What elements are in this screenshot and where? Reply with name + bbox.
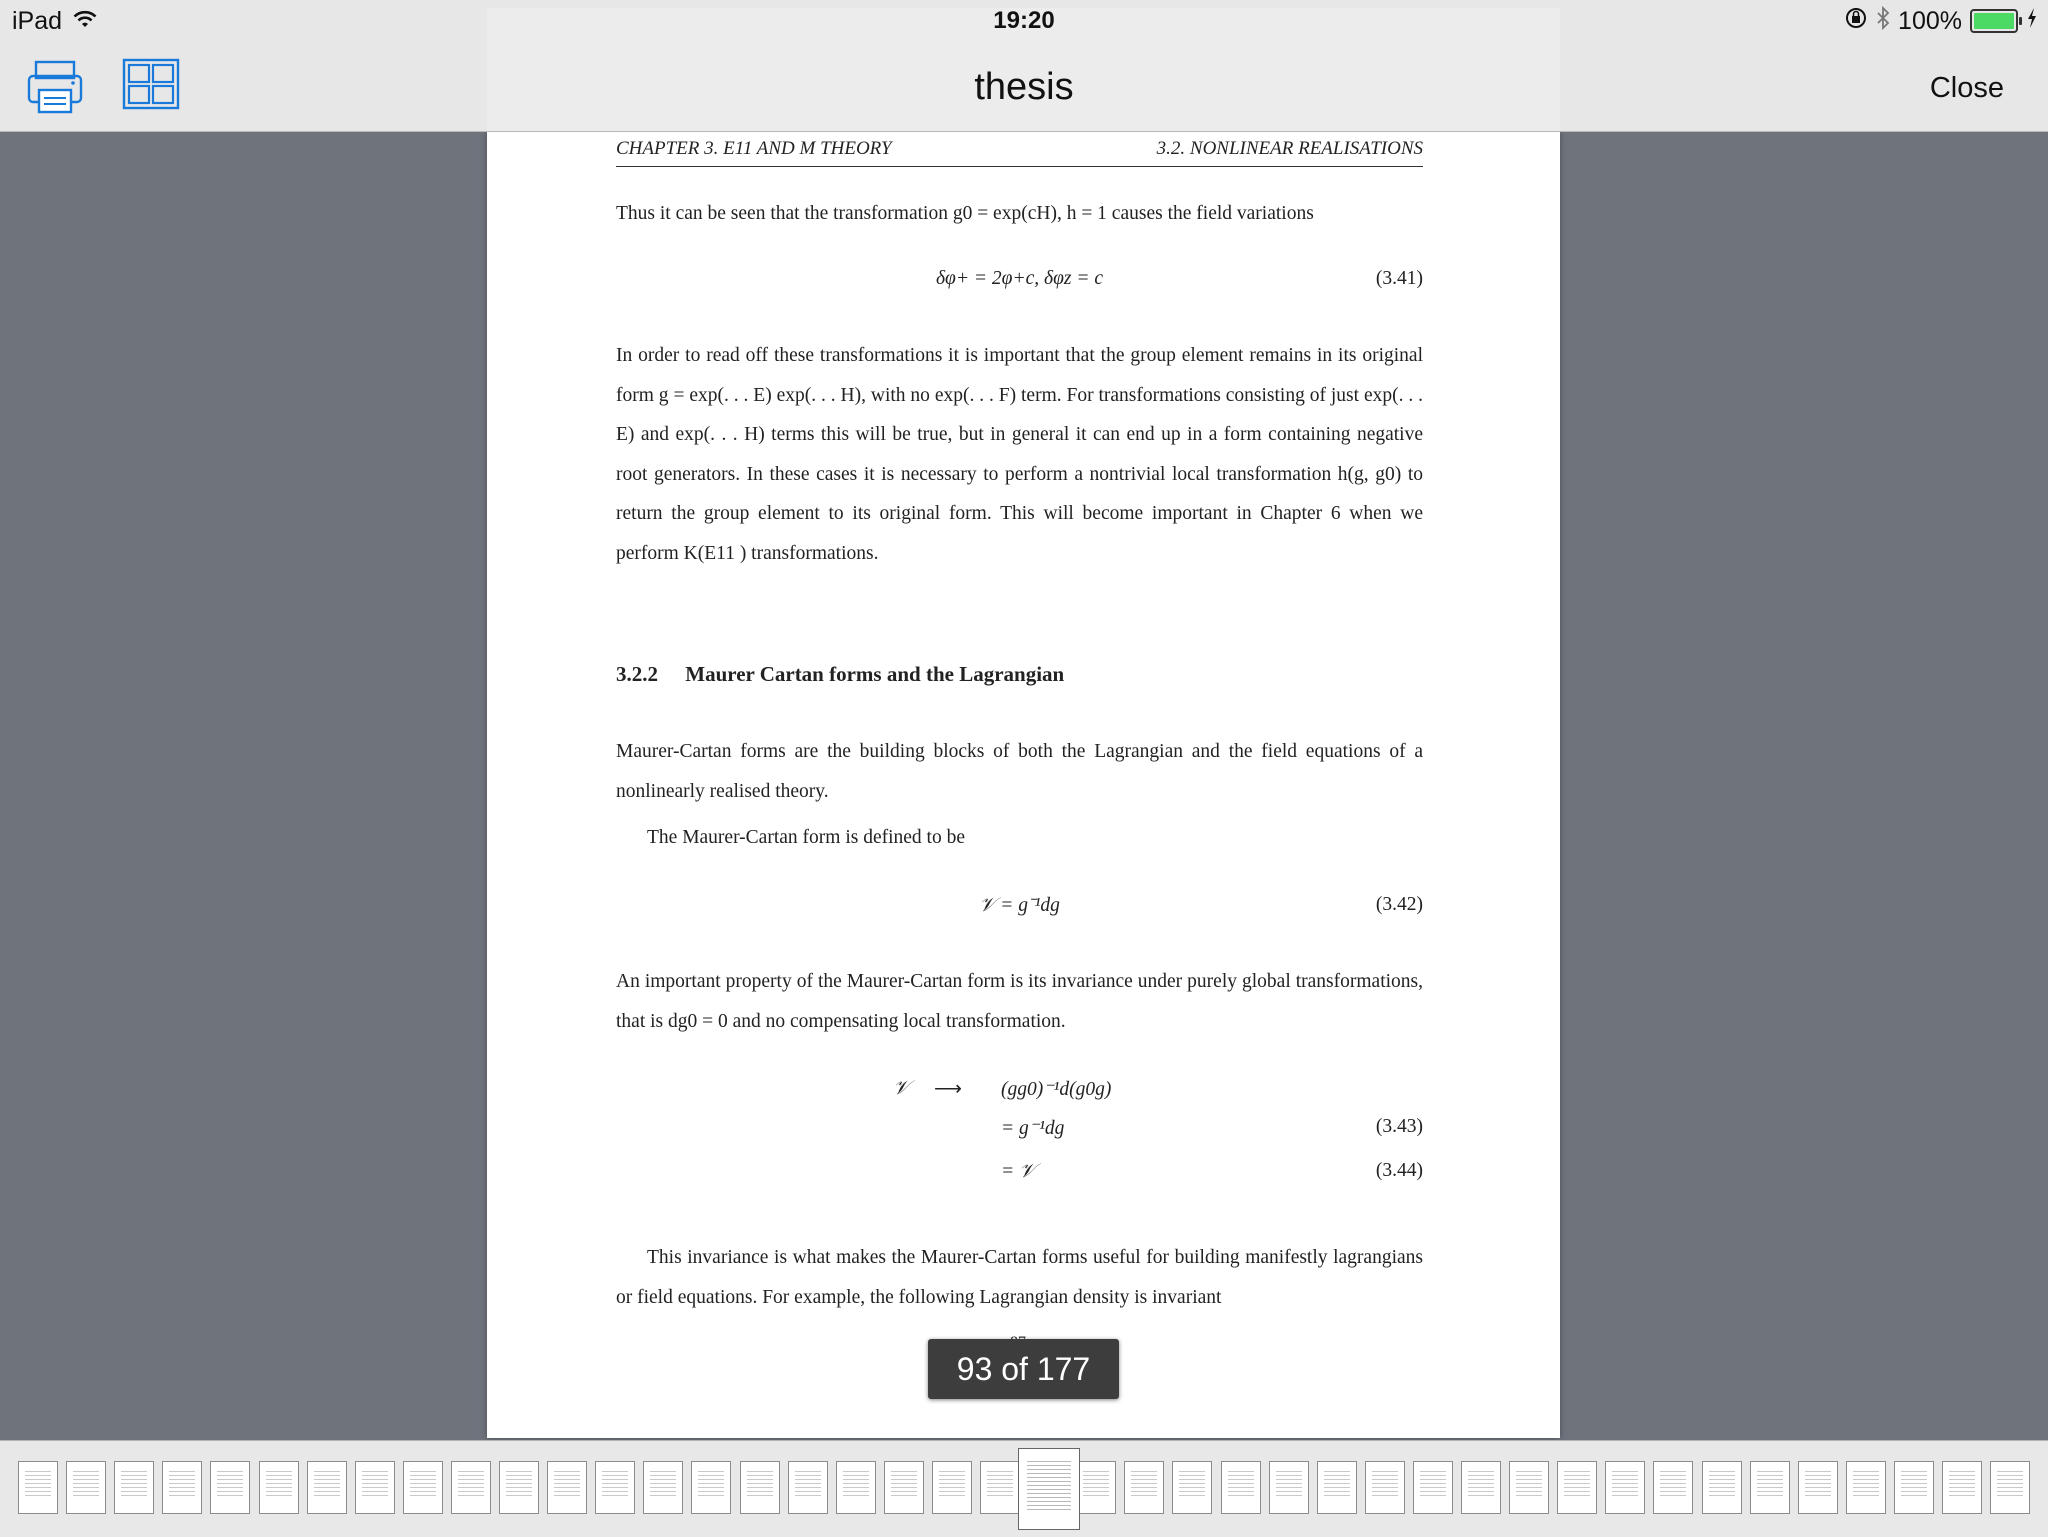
page-thumbnail[interactable]: [1076, 1461, 1116, 1514]
top-toolbar: [0, 0, 2048, 132]
paragraph: Maurer-Cartan forms are the building blocks of both the Lagrangian and the field equations of a nonlinearly realised theory.: [616, 741, 1423, 802]
document-title: thesis: [974, 66, 1074, 108]
paragraph: Thus it can be seen that the transformation g0 = exp(cH), h = 1 causes the field variations: [616, 203, 1314, 224]
page-thumbnail[interactable]: [1750, 1461, 1790, 1514]
page-thumbnail[interactable]: [451, 1461, 491, 1514]
page-thumbnail[interactable]: [1894, 1461, 1934, 1514]
status-time: 19:20: [993, 7, 1055, 34]
page-thumbnail[interactable]: [162, 1461, 202, 1514]
page-thumbnail[interactable]: [1798, 1461, 1838, 1514]
page-thumbnail[interactable]: [403, 1461, 443, 1514]
thumbnail-strip[interactable]: [0, 1440, 2048, 1537]
paragraph: This invariance is what makes the Maurer-Cartan forms useful for building manifestly lagrangians or field equations. For example, the following Lagrangian density is invariant: [616, 1247, 1423, 1308]
page-thumbnail[interactable]: [884, 1461, 924, 1514]
page-thumbnail[interactable]: [499, 1461, 539, 1514]
page-thumbnail[interactable]: [1413, 1461, 1453, 1514]
page-thumbnail[interactable]: [1990, 1461, 2030, 1514]
page-thumbnail[interactable]: [1509, 1461, 1549, 1514]
page-thumbnail[interactable]: [595, 1461, 635, 1514]
page-thumbnail[interactable]: [643, 1461, 683, 1514]
paragraph: The Maurer-Cartan form is defined to be: [647, 827, 965, 848]
equation-body: 𝒱 = g⁻¹dg: [979, 895, 1060, 916]
page-thumbnail[interactable]: [1846, 1461, 1886, 1514]
device-label: iPad: [12, 7, 63, 35]
page-thumbnail[interactable]: [66, 1461, 106, 1514]
bluetooth-icon: [1876, 6, 1890, 37]
current-page-thumbnail[interactable]: [1018, 1448, 1080, 1530]
page-thumbnail[interactable]: [114, 1461, 154, 1514]
page-thumbnail[interactable]: [980, 1461, 1020, 1514]
page-thumbnail[interactable]: [307, 1461, 347, 1514]
equation-line: (gg0)⁻¹d(g0g): [1001, 1079, 1112, 1100]
running-head-left: CHAPTER 3. E11 AND M THEORY: [616, 138, 892, 159]
page-thumbnail[interactable]: [1269, 1461, 1309, 1514]
document-page[interactable]: [487, 132, 1560, 1438]
page-thumbnail[interactable]: [1461, 1461, 1501, 1514]
equation-number: (3.44): [1375, 1160, 1423, 1181]
running-head-right: 3.2. NONLINEAR REALISATIONS: [1156, 138, 1423, 159]
page-thumbnail[interactable]: [210, 1461, 250, 1514]
running-head: [616, 138, 1423, 167]
paragraph: In order to read off these transformations it is important that the group element remains in its original form g = exp(. . . E) exp(. . . H), with no exp(. . . F) term. For transformations consisting of just exp(. . . E) and exp(. . . H) terms this will be true, but in general it can end up in a form containing negative root generators. In these cases it is necessary to perform a nontrivial local transformation h(g, g0) to return the group element to its original form. This will become important in Chapter 6 when we perform K(E11 ) transformations.: [616, 345, 1423, 564]
page-thumbnail[interactable]: [1702, 1461, 1742, 1514]
page-thumbnail[interactable]: [836, 1461, 876, 1514]
page-thumbnail[interactable]: [547, 1461, 587, 1514]
page-thumbnail[interactable]: [1124, 1461, 1164, 1514]
equation-line: = 𝒱: [1001, 1161, 1036, 1182]
page-thumbnail[interactable]: [932, 1461, 972, 1514]
page-indicator: 93 of 177: [928, 1339, 1119, 1399]
page-thumbnail[interactable]: [18, 1461, 58, 1514]
close-button[interactable]: Close: [1929, 72, 2004, 104]
status-right: [1844, 6, 2038, 36]
page-thumbnail[interactable]: [1221, 1461, 1261, 1514]
battery-percent: 100%: [1898, 7, 1962, 35]
page-thumbnail[interactable]: [788, 1461, 828, 1514]
page-thumbnail[interactable]: [1365, 1461, 1405, 1514]
page-thumbnail[interactable]: [1317, 1461, 1357, 1514]
equation-lhs: 𝒱: [893, 1078, 910, 1099]
equation-body: δφ+ = 2φ+c, δφz = c: [935, 268, 1104, 289]
equation-number: (3.41): [1375, 268, 1423, 289]
equation-number: (3.42): [1375, 894, 1423, 915]
orientation-lock-icon: [1844, 6, 1868, 37]
section-number: 3.2.2: [616, 662, 658, 686]
page-thumbnail[interactable]: [1653, 1461, 1693, 1514]
equation-line: = g⁻¹dg: [1001, 1118, 1065, 1139]
section-heading: [616, 662, 1064, 687]
equation-arrow: ⟶: [934, 1079, 962, 1100]
page-thumbnail[interactable]: [259, 1461, 299, 1514]
page-thumbnail[interactable]: [1942, 1461, 1982, 1514]
section-title: Maurer Cartan forms and the Lagrangian: [685, 662, 1065, 686]
charging-icon: [2026, 6, 2038, 36]
page-thumbnail[interactable]: [1605, 1461, 1645, 1514]
equation-number: (3.43): [1375, 1116, 1423, 1137]
page-thumbnail[interactable]: [1557, 1461, 1597, 1514]
page-thumbnail[interactable]: [1172, 1461, 1212, 1514]
equation-block-3-43: [616, 1077, 1423, 1197]
page-thumbnail[interactable]: [691, 1461, 731, 1514]
page-thumbnail[interactable]: [355, 1461, 395, 1514]
battery-icon: [1970, 9, 2018, 33]
paragraph: An important property of the Maurer-Cartan form is its invariance under purely global transformations, that is dg0 = 0 and no compensating local transformation.: [616, 971, 1423, 1032]
page-thumbnail[interactable]: [740, 1461, 780, 1514]
